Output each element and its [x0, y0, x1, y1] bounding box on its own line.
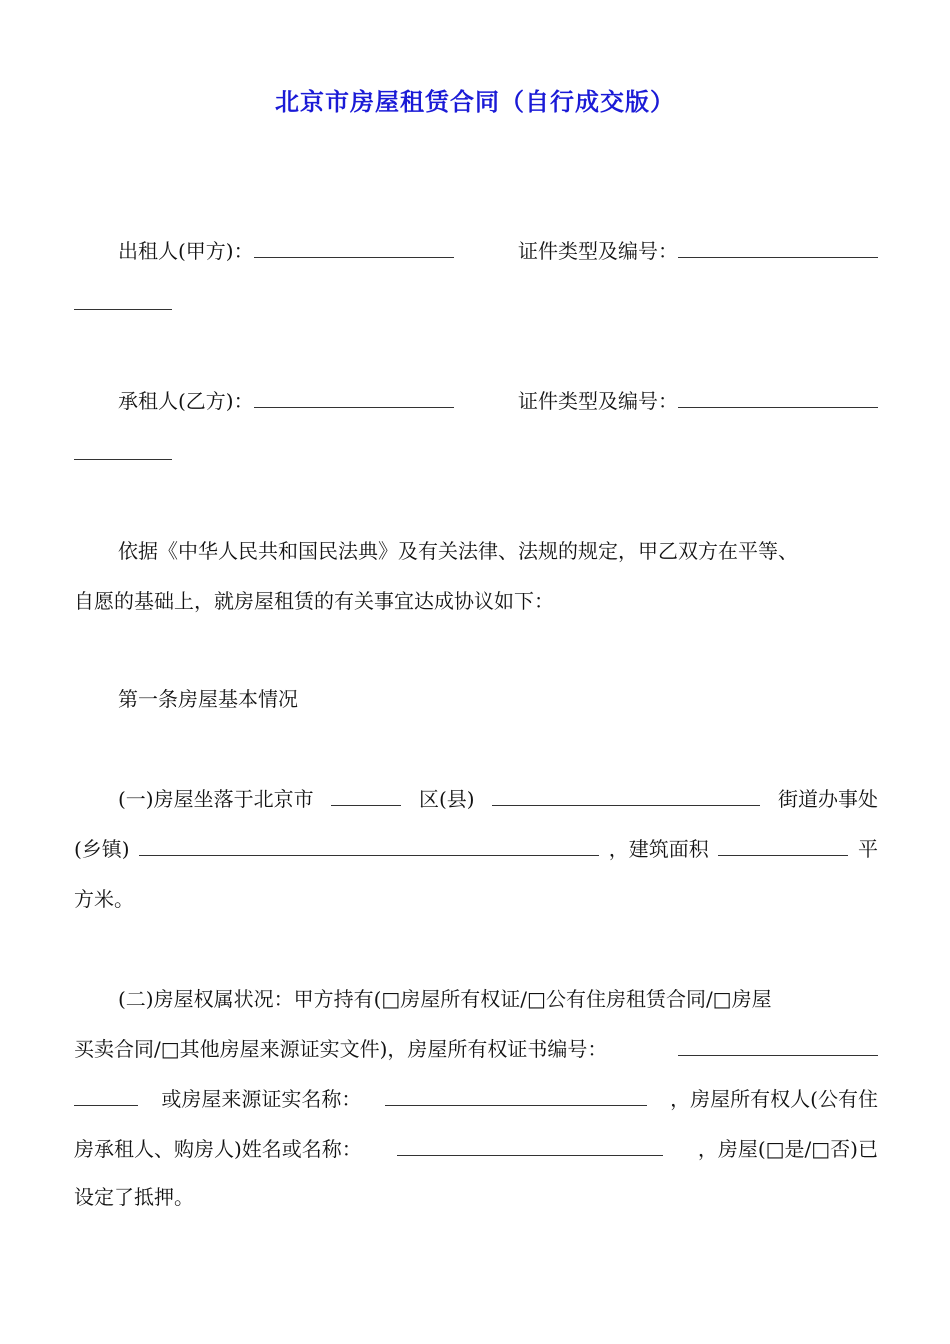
ownership-cert-number-blank-continued[interactable] [74, 1087, 138, 1106]
item-1-line-1 [118, 786, 878, 812]
lessor-line [118, 238, 878, 264]
item-1-part-c: 街道办事处 [777, 787, 878, 811]
item-2-line-3 [74, 1086, 878, 1112]
ownership-cert-number-blank[interactable] [678, 1037, 878, 1056]
article-1-heading: 第一条房屋基本情况 [118, 687, 298, 711]
lessee-name-blank[interactable] [254, 389, 454, 408]
source-doc-name-blank[interactable] [385, 1087, 647, 1106]
preamble-line-1: 依据《中华人民共和国民法典》及有关法律、法规的规定，甲乙双方在平等、 [118, 539, 798, 563]
lessee-id-label: 证件类型及编号： [518, 389, 678, 413]
item-2-line-2 [74, 1036, 878, 1062]
lessee-id-continuation [74, 440, 878, 466]
item-2-line-4 [74, 1136, 878, 1162]
item-2-line-3-a: 或房屋来源证实名称： [161, 1087, 362, 1111]
item-2-line-4-a: 房承租人、购房人)姓名或名称： [74, 1137, 362, 1161]
lessor-id-label: 证件类型及编号： [518, 239, 678, 263]
item-1-part-b: 区(县) [418, 787, 475, 811]
item-1-part-a: (一)房屋坐落于北京市 [118, 787, 314, 811]
document-title: 北京市房屋租赁合同（自行成交版） [275, 88, 675, 116]
lessor-name-blank[interactable] [254, 239, 454, 258]
street-blank[interactable] [492, 787, 760, 806]
item-1-line-2 [74, 836, 878, 862]
item-1-part-e: ，建筑面积 [608, 837, 709, 861]
lessor-id-continuation [74, 290, 878, 316]
item-2-line-2-text: 买卖合同/□其他房屋来源证实文件)，房屋所有权证书编号： [74, 1037, 608, 1061]
district-blank[interactable] [331, 787, 401, 806]
item-2-line-1: (二)房屋权属状况：甲方持有(□房屋所有权证/□公有住房租赁合同/□房屋 [118, 987, 772, 1011]
item-1-line-3: 方米。 [74, 887, 134, 911]
lessee-label: 承租人(乙方)： [118, 389, 254, 413]
lessor-id-blank[interactable] [678, 239, 878, 258]
floor-area-blank[interactable] [718, 837, 848, 856]
item-2-line-5: 设定了抵押。 [74, 1185, 194, 1209]
item-2-line-4-b: ，房屋(□是/□否)已 [697, 1137, 878, 1161]
item-1-part-d: (乡镇) [74, 837, 130, 861]
lessee-id-blank[interactable] [678, 389, 878, 408]
lessee-id-blank-continued[interactable] [74, 441, 172, 460]
owner-name-blank[interactable] [397, 1137, 663, 1156]
item-1-part-f: 平 [857, 837, 878, 861]
township-blank[interactable] [139, 837, 599, 856]
lessor-label: 出租人(甲方)： [118, 239, 254, 263]
lessee-line [118, 388, 878, 414]
item-2-line-3-b: ，房屋所有权人(公有住 [670, 1087, 878, 1111]
preamble-line-2: 自愿的基础上，就房屋租赁的有关事宜达成协议如下： [74, 589, 554, 613]
lessor-id-blank-continued[interactable] [74, 291, 172, 310]
